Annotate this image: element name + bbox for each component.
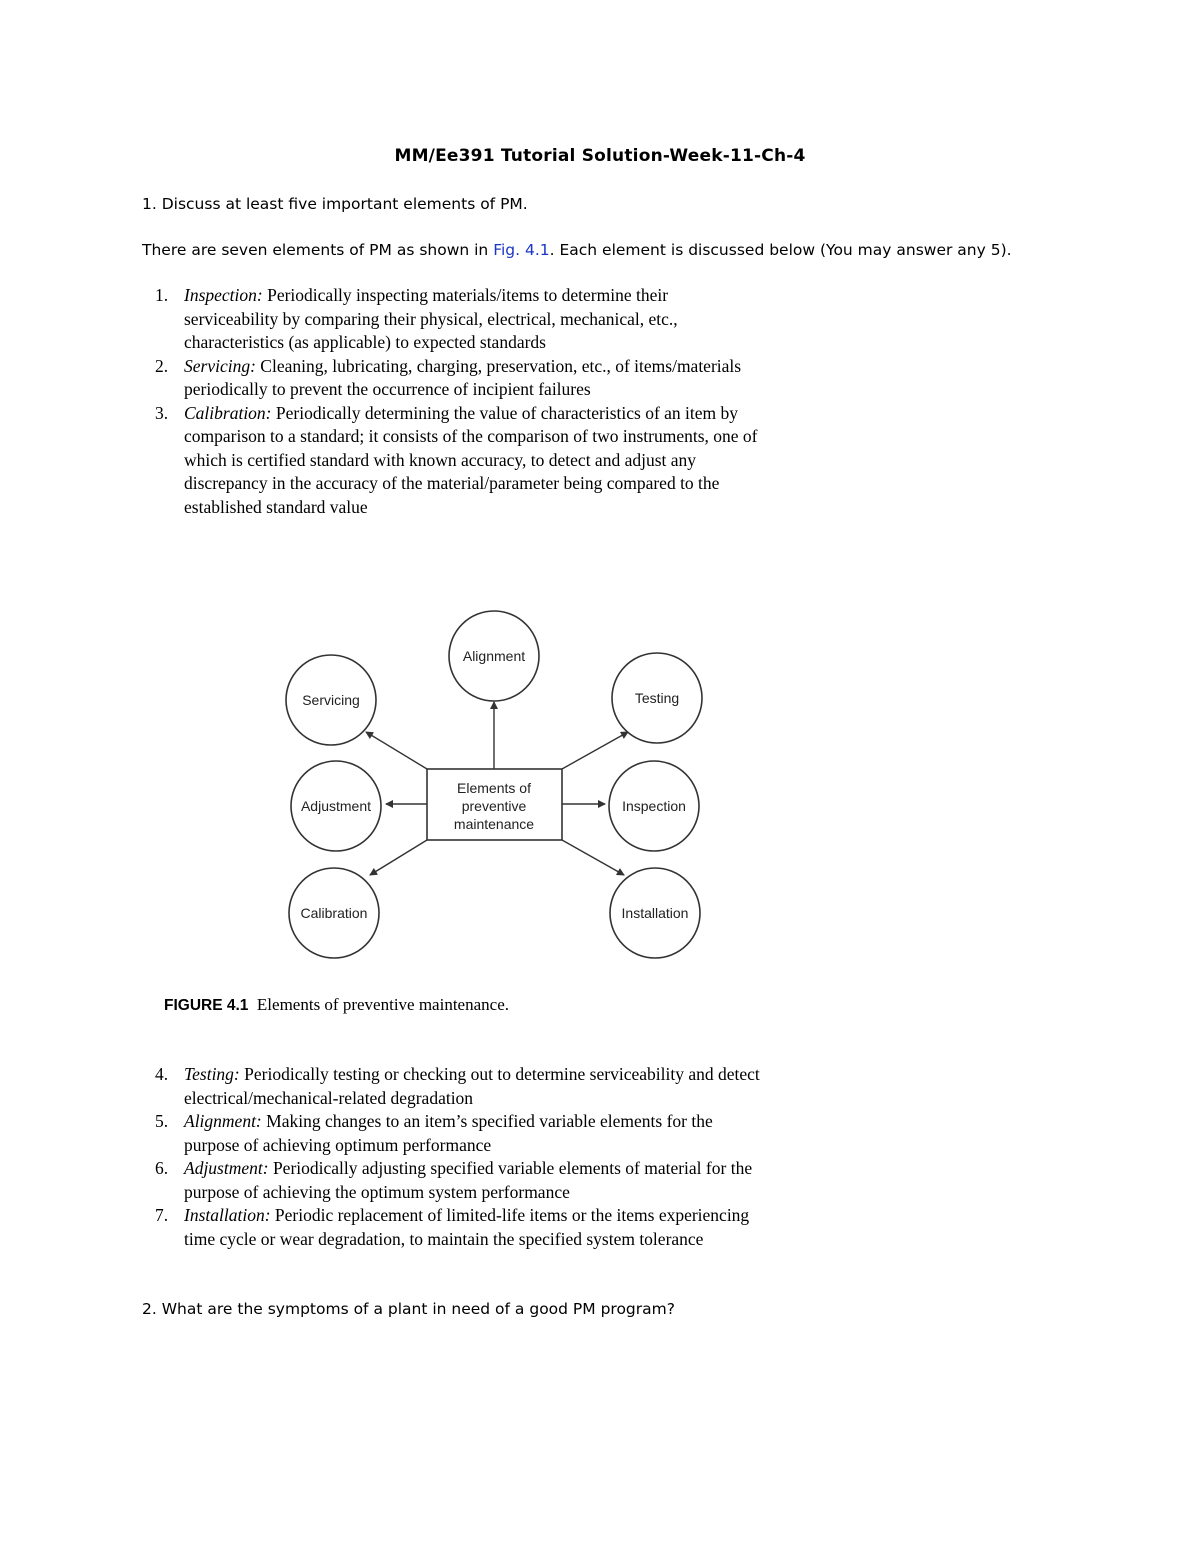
list-item [155, 1063, 765, 1110]
item-number: 7. [155, 1205, 169, 1225]
node-testing [612, 653, 702, 743]
figure-caption-label: FIGURE 4.1 [164, 997, 249, 1014]
node-calibration [289, 868, 379, 958]
node-servicing-label: Servicing [302, 692, 360, 708]
question-2: 2. What are the symptoms of a plant in need of a good PM program? [142, 1300, 675, 1318]
node-inspection-label: Inspection [622, 798, 686, 814]
figure-caption-text: Elements of preventive maintenance. [256, 995, 509, 1014]
center-label-line-2: preventive [461, 798, 527, 814]
list-item [155, 1110, 765, 1157]
item-text: Periodically testing or checking out to determine serviceability and detect electrical/mechanical-related degradation [184, 1064, 760, 1108]
node-installation [610, 868, 700, 958]
item-term: Alignment: [184, 1111, 262, 1131]
node-adjustment-label: Adjustment [300, 798, 372, 814]
center-label-line-3: maintenance [453, 816, 535, 832]
item-term: Installation: [184, 1205, 271, 1225]
arrow-to-testing [562, 732, 628, 769]
intro-text-after: . Each element is discussed below (You may answer any 5). [549, 241, 1012, 259]
figure-caption [164, 995, 509, 1015]
node-alignment [449, 611, 539, 701]
item-text: Periodically adjusting specified variable elements of material for the purpose of achieving the optimum system performance [184, 1158, 753, 1202]
item-text: Periodically inspecting materials/items to determine their serviceability by comparing their physical, electrical, mechanical, etc., characteristics (as applicable) to expected standards [184, 285, 678, 352]
arrow-to-calibration [370, 840, 427, 875]
item-text: Cleaning, lubricating, charging, preservation, etc., of items/materials periodically to prevent the occurrence of incipient failures [184, 355, 742, 399]
item-term: Calibration: [184, 402, 272, 423]
page-title: MM/Ee391 Tutorial Solution-Week-11-Ch-4 [394, 146, 806, 166]
pm-elements-diagram [282, 605, 712, 965]
elements-list-part-1 [155, 284, 765, 519]
item-number: 3. [155, 402, 169, 423]
node-servicing [286, 655, 376, 745]
node-adjustment [291, 761, 381, 851]
item-term: Inspection: [184, 285, 263, 305]
center-label-line-1: Elements of [457, 780, 531, 796]
node-alignment-label: Alignment [462, 648, 526, 664]
item-number: 4. [155, 1064, 169, 1084]
list-item [155, 355, 765, 402]
item-number: 1. [155, 285, 169, 305]
item-text: Periodically determining the value of characteristics of an item by comparison to a standard; it consists of the comparison of two instruments, one of which is certified standard with known accuracy, to detect and adjust any discrepancy in the accuracy of the material/parameter being compared to the established standard value [184, 402, 758, 517]
item-number: 5. [155, 1111, 169, 1131]
question-1: 1. Discuss at least five important elements of PM. [142, 195, 528, 213]
item-number: 2. [155, 355, 169, 376]
node-calibration-label: Calibration [300, 905, 368, 921]
list-item [155, 284, 765, 355]
item-term: Adjustment: [184, 1158, 269, 1178]
intro-text-before: There are seven elements of PM as shown in [142, 241, 494, 259]
item-text: Making changes to an item’s specified variable elements for the purpose of achieving optimum performance [184, 1111, 713, 1155]
node-inspection [609, 761, 699, 851]
arrow-to-servicing [366, 732, 427, 769]
figure-link[interactable]: Fig. 4.1 [493, 241, 550, 259]
item-term: Testing: [184, 1064, 240, 1084]
node-testing-label: Testing [634, 690, 680, 706]
node-installation-label: Installation [621, 905, 689, 921]
list-item [155, 1157, 765, 1204]
item-text: Periodic replacement of limited-life items or the items experiencing time cycle or wear degradation, to maintain the specified system tolerance [184, 1205, 750, 1249]
item-term: Servicing: [184, 355, 256, 376]
list-item [155, 1204, 765, 1251]
elements-list-part-2 [155, 1063, 765, 1251]
intro-paragraph [142, 241, 1012, 259]
arrow-to-installation [562, 840, 624, 875]
list-item [155, 402, 765, 520]
item-number: 6. [155, 1158, 169, 1178]
